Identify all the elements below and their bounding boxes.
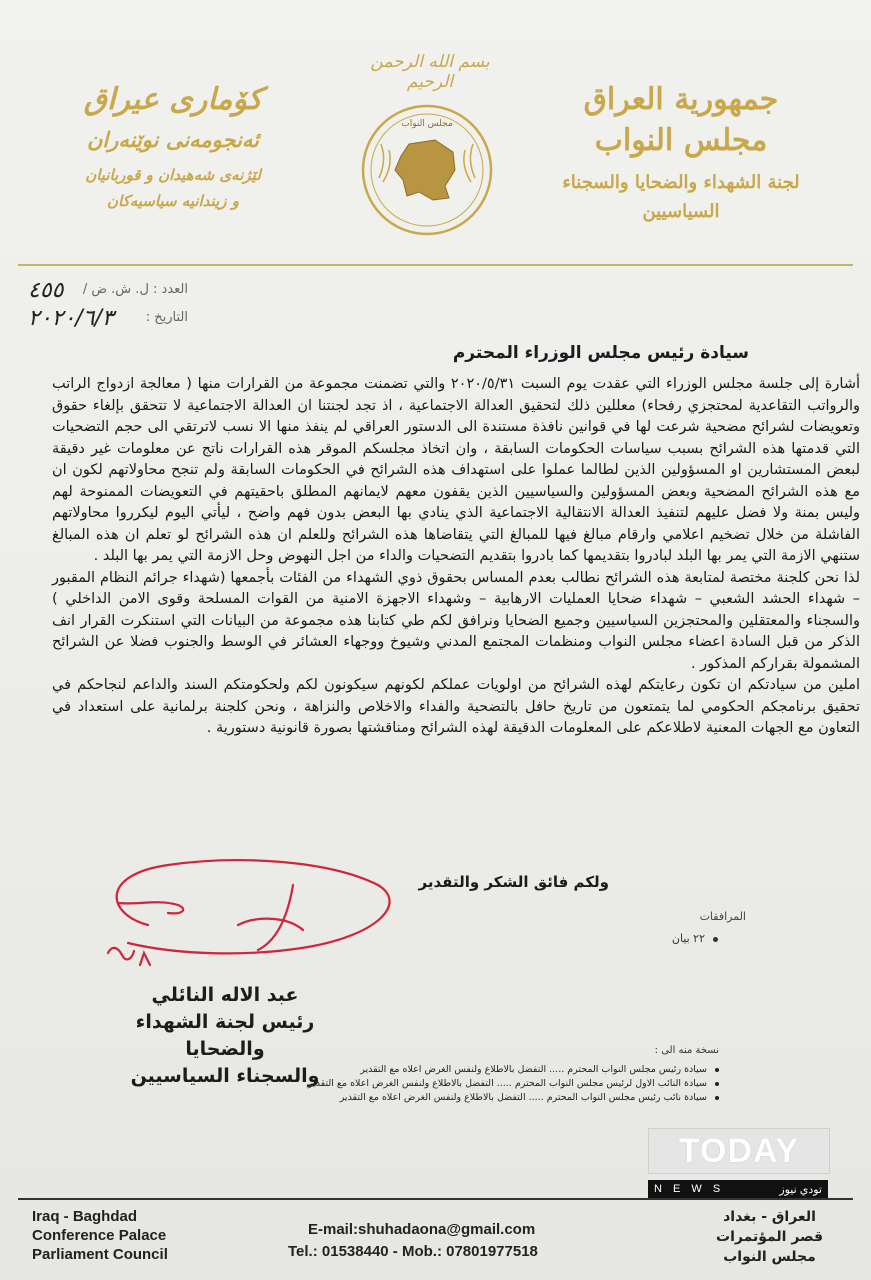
footer-phone: Tel.: 01538440 - Mob.: 07801977518 xyxy=(288,1243,538,1260)
logo-brand: TODAY xyxy=(678,1132,800,1170)
footer-divider xyxy=(18,1198,853,1200)
signatory-name: عبد الاله النائلي xyxy=(151,984,299,1006)
letterhead-line: ئه‌نجومه‌نی نوێنه‌ران xyxy=(86,127,260,152)
letterhead-divider xyxy=(18,264,853,266)
letterhead-line: كۆماری عیراق xyxy=(83,82,263,117)
number-label: العدد : ل. ش. ض / xyxy=(82,282,188,297)
closing-line: ولكم فائق الشكر والتقدير xyxy=(418,873,609,891)
attachments-title: المرافقات xyxy=(699,910,746,923)
signature-icon xyxy=(88,855,398,975)
footer-line: Iraq - Baghdad xyxy=(32,1208,138,1225)
footer-line: قصر المؤتمرات xyxy=(716,1229,823,1245)
paragraph: أشارة إلى جلسة مجلس الوزراء التي عقدت يوم السبت ٢٠٢٠/٥/٣١ والتي تضمنت مجموعة من القرارات منها ( معالجة ازدواج الراتب والرواتب التقاعدية لمحتجزي رفحاء) معللين ذلك لتحقيق العدالة الاجتماعية ، اذ تجد لجنتنا ان العدالة الاجتماعية لا تتحقق بإلغاء حقوق وتعويضات لشرائح مضحية شرعت لها في قوانين نافذة مستندة الى الدستور العراقي لم ينفذ منها الا نسب لاترتقي الى حجم التضحيات التي قدمتها هذه الشرائح بسبب سياسات الحكومات السابقة ، وان اتخاذ مجلسكم الموقر هذه القرارات ناتج عن معلومات غير دقيقة لبعض المستشارين او المسؤولين الذين لطالما عملوا على استهداف هذه الشرائح في الحكومات السابقة ولم تنجح محاولاتهم لكون ان مع هذه الشرائح المضحية وبعض المسؤولين والسياسيين الذين يقفون معهم لايمانهم المطلق باحقيتهم في التعويضات الممنوحة لهم وليس بمنة ولا فضل عليهم لتنفيذ العدالة الانتقالية الاجتماعية الذي ينادي بها البعض بدون فهم واضح ، ليأتي اليوم ليكرروا محاولاتهم الفاشلة من خلال تضخيم اعلامي وارقام مبالغ فيها للمبالغ التي يتقاضاها هذه الشرائح وللعلم ان هذه الشرائح لو تعلم ان هذه المبالغ ستنهي الازمة التي يمر بها البلد لبادروا بتقديمها كما بادروا بتقديم التضحيات والداء من اجل النهوض وحل الازمة التي يمر بها البلد . xyxy=(52,376,860,564)
signatory-title: رئيس لجنة الشهداء والضحايا xyxy=(135,1011,315,1060)
footer-line: العراق - بغداد xyxy=(723,1209,816,1225)
cc-item: سيادة النائب الاول لرئيس مجلس النواب المحترم ..... التفضل بالاطلاع ولنفس الغرض اعلاه مع التقدير xyxy=(159,1077,719,1091)
letterhead-line: لجنة الشهداء والضحايا والسجناء xyxy=(562,172,800,193)
footer-contact xyxy=(288,1219,538,1263)
letterhead-arabic xyxy=(551,82,811,222)
reference-block xyxy=(28,278,188,338)
today-news-logo xyxy=(648,1128,830,1174)
parliament-emblem-icon xyxy=(357,100,497,240)
date-label: التاريخ : xyxy=(145,310,188,325)
footer-address-english xyxy=(32,1207,168,1264)
cc-item: سيادة رئيس مجلس النواب المحترم ..... التفضل بالاطلاع ولنفس الغرض اعلاه مع التقدير xyxy=(159,1063,719,1077)
date-value: ٢٠٢٠/٦/٣ xyxy=(28,306,114,331)
paragraph: املين من سيادتكم ان تكون رعايتكم لهذه الشرائح من اولويات عملكم لكونهم سيكونون لكم ولحكومتكم السند والداعم لنجاحكم في تحقيق برنامجكم الحكومي لما يتمتعون من تاريخ حافل بالتضحية والفداء والاخلاص والنزاهة ، ونحن كلجنة برلمانية على استعداد في التعاون مع الجهات المعنية لاطلاعكم على المعلومات الدقيقة لهذه الشرائح ومناقشتها بصورة قانونية دستورية . xyxy=(52,677,860,736)
attachment-item xyxy=(672,932,718,945)
basmala: بسم الله الرحمن الرحيم xyxy=(370,52,490,92)
letterhead-line: السياسيين xyxy=(642,201,720,222)
signatory-title: والسجناء السياسيين xyxy=(130,1065,320,1087)
emblem-text: مجلس النواب xyxy=(401,119,453,129)
letterhead-kurdish xyxy=(38,82,308,210)
logo-sub-latin: N E W S xyxy=(654,1183,725,1195)
cc-item: سيادة نائب رئيس مجلس النواب المحترم ..... التفضل بالاطلاع ولنفس الغرض اعلاه مع التقدير xyxy=(159,1091,719,1105)
letterhead-line: لێژنه‌ی شه‌هیدان و قوربانیان xyxy=(85,166,261,184)
footer-address-arabic xyxy=(716,1207,823,1267)
logo-subtitle xyxy=(648,1180,828,1198)
letterhead-line: جمهورية العراق xyxy=(583,82,779,117)
logo-sub-arabic: تودي نيوز xyxy=(779,1183,822,1196)
footer-line: Conference Palace xyxy=(32,1227,167,1244)
addressee: سيادة رئيس مجلس الوزراء المحترم xyxy=(452,343,749,363)
letterhead-line: مجلس النواب xyxy=(594,123,768,158)
reference-date xyxy=(28,306,188,338)
cc-title: نسخة منه الى : xyxy=(654,1045,719,1056)
letterhead-line: و زیندانیه‌ سیاسیه‌کان xyxy=(107,192,239,210)
footer-email: E-mail:shuhadaona@gmail.com xyxy=(308,1221,536,1238)
attachment-label: ٢٢ بيان xyxy=(671,932,705,945)
letter-body xyxy=(52,374,860,740)
number-value: ٤٥٥ xyxy=(28,278,64,303)
cc-list xyxy=(159,1063,719,1105)
footer-line: مجلس النواب xyxy=(723,1249,816,1265)
footer-line: Parliament Council xyxy=(32,1246,168,1263)
bullet-icon xyxy=(713,937,718,942)
paragraph: لذا نحن كلجنة مختصة لمتابعة هذه الشرائح نطالب بعدم المساس بحقوق ذوي الشهداء من الفئات بأجمعها (شهداء جرائم النظام المقبور – شهداء الحشد الشعبي – شهداء ضحايا العمليات الارهابية – وشهداء الاجهزة الامنية من القوات المسلحة وقوى الامن الداخلي ) والسجناء والمعتقلين والمحتجزين السياسيين وجميع الضحايا ونرافق لكم طي كتابنا هذه مجموعة من البيانات التي استنكرت القرار انف الذكر من قبل السادة اعضاء مجلس النواب ومنظمات المجتمع المدني وشيوخ ووجهاء العشائر في الوسط والجنوب فضلا عن الشرائح المشمولة بقراركم المذكور . xyxy=(52,569,860,672)
